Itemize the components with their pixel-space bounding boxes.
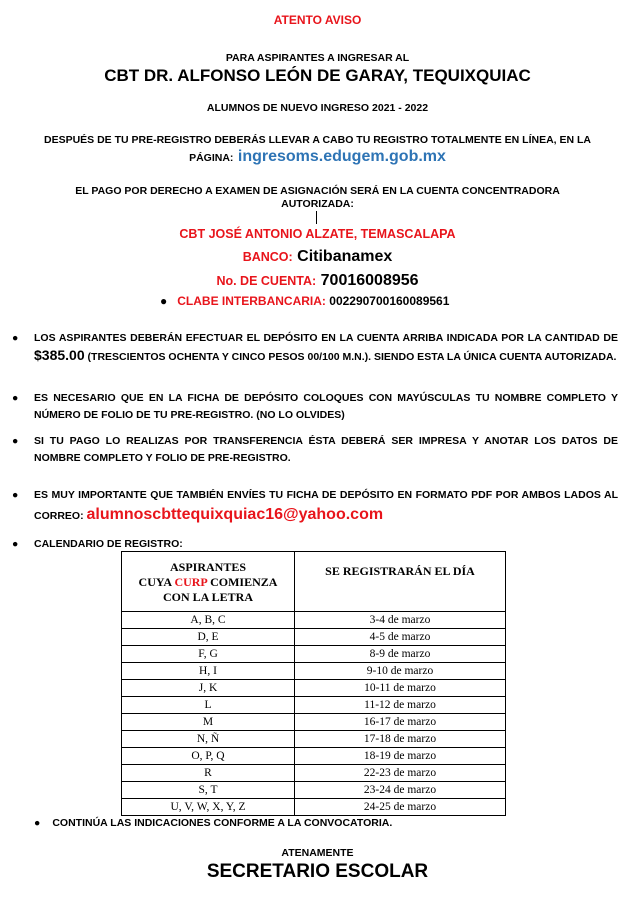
cell-dates: 24-25 de marzo xyxy=(295,799,506,816)
email-text: ES MUY IMPORTANTE QUE TAMBIÉN ENVÍES TU FICHA DE DEPÓSITO EN FORMATO PDF POR AMBOS LADOS AL CORREO: xyxy=(34,489,618,522)
cell-dates: 3-4 de marzo xyxy=(295,612,506,629)
table-header-letters xyxy=(122,552,295,612)
bullet-icon: ● xyxy=(12,489,19,501)
registration-page xyxy=(0,148,635,166)
account-label: No. DE CUENTA: xyxy=(216,274,317,288)
bullet-icon: ● xyxy=(12,435,19,447)
payment-line1: EL PAGO POR DERECHO A EXAMEN DE ASIGNACIÓN SERÁ EN LA CUENTA CONCENTRADORA xyxy=(75,185,560,197)
calendar-label: CALENDARIO DE REGISTRO: xyxy=(34,538,183,550)
cell-letters: R xyxy=(122,765,295,782)
cell-letters: F, G xyxy=(122,646,295,663)
cell-letters: L xyxy=(122,697,295,714)
cell-dates: 22-23 de marzo xyxy=(295,765,506,782)
cell-letters: S, T xyxy=(122,782,295,799)
cell-dates: 9-10 de marzo xyxy=(295,663,506,680)
cell-letters: N, Ñ xyxy=(122,731,295,748)
table-row xyxy=(122,731,506,748)
deposit-text-b: (TRESCIENTOS OCHENTA Y CINCO PESOS 00/100 M.N.). SIENDO ESTA LA ÚNICA CUENTA AUTORIZADA. xyxy=(87,351,617,363)
instruction-transfer xyxy=(12,433,618,467)
account-line xyxy=(0,272,635,290)
table-row xyxy=(122,646,506,663)
bullet-icon: ● xyxy=(12,392,19,404)
clabe-line xyxy=(160,294,449,308)
curp-label: CURP xyxy=(174,575,208,589)
payment-line2: AUTORIZADA: xyxy=(281,198,354,210)
signature: SECRETARIO ESCOLAR xyxy=(206,861,429,882)
bullet-icon: ● xyxy=(34,817,41,829)
cell-letters: U, V, W, X, Y, Z xyxy=(122,799,295,816)
cell-dates: 16-17 de marzo xyxy=(295,714,506,731)
page-label: PÁGINA: xyxy=(189,152,234,164)
table-row xyxy=(122,612,506,629)
registration-line: DESPUÉS DE TU PRE-REGISTRO DEBERÁS LLEVAR A CABO TU REGISTRO TOTALMENTE EN LÍNEA, EN LA xyxy=(43,134,591,146)
table-row xyxy=(122,748,506,765)
cell-dates: 8-9 de marzo xyxy=(295,646,506,663)
instruction-slip xyxy=(12,390,618,424)
email-link[interactable]: alumnoscbttequixquiac16@yahoo.com xyxy=(86,506,384,523)
notice-title: ATENTO AVISO xyxy=(273,13,362,27)
bullet-icon: ● xyxy=(12,332,19,344)
cell-dates: 17-18 de marzo xyxy=(295,731,506,748)
bank-label: BANCO: xyxy=(242,250,293,264)
registration-calendar-table xyxy=(121,551,506,816)
instruction-continue xyxy=(34,817,392,829)
table-row xyxy=(122,663,506,680)
bank-line xyxy=(0,248,635,266)
school-name: CBT DR. ALFONSO LEÓN DE GARAY, TEQUIXQUIAC xyxy=(104,66,531,85)
cursor-mark xyxy=(316,211,317,224)
account-number: 70016008956 xyxy=(320,272,419,289)
deposit-amount: $385.00 xyxy=(34,347,85,363)
bank-name: Citibanamex xyxy=(297,248,393,265)
table-row xyxy=(122,799,506,816)
clabe-number: 002290700160089561 xyxy=(329,294,450,308)
registration-url-link[interactable]: ingresoms.edugem.gob.mx xyxy=(237,148,446,165)
transfer-text: SI TU PAGO LO REALIZAS POR TRANSFERENCIA ÉSTA DEBERÁ SER IMPRESA Y ANOTAR LOS DATOS DE NOMBRE COMPLETO Y FOLIO DE PRE-REGISTRO. xyxy=(34,435,618,464)
cell-dates: 11-12 de marzo xyxy=(295,697,506,714)
cell-letters: A, B, C xyxy=(122,612,295,629)
instruction-email xyxy=(12,486,618,526)
closing: ATENAMENTE xyxy=(281,847,354,859)
bullet-icon: ● xyxy=(12,538,19,550)
cell-dates: 10-11 de marzo xyxy=(295,680,506,697)
bullet-icon: ● xyxy=(160,294,168,308)
table-row xyxy=(122,782,506,799)
table-header-dates: SE REGISTRARÁN EL DÍA xyxy=(295,552,506,612)
table-row xyxy=(122,629,506,646)
cell-dates: 23-24 de marzo xyxy=(295,782,506,799)
cell-letters: J, K xyxy=(122,680,295,697)
table-row xyxy=(122,765,506,782)
header-letters-line3: CON LA LETRA xyxy=(162,590,254,604)
deposit-text-a: LOS ASPIRANTES DEBERÁN EFECTUAR EL DEPÓSITO EN LA CUENTA ARRIBA INDICADA POR LA CANTIDAD DE xyxy=(34,332,618,344)
cohort: ALUMNOS DE NUEVO INGRESO 2021 - 2022 xyxy=(206,102,429,114)
cell-letters: O, P, Q xyxy=(122,748,295,765)
clabe-label: CLABE INTERBANCARIA: xyxy=(177,294,326,308)
header-letters-line1: ASPIRANTES xyxy=(169,560,247,574)
account-school: CBT JOSÉ ANTONIO ALZATE, TEMASCALAPA xyxy=(179,227,456,241)
instruction-deposit xyxy=(12,330,618,366)
header-letters-line2: CUYA CURP COMIENZA xyxy=(138,575,278,589)
table-row xyxy=(122,680,506,697)
cell-dates: 18-19 de marzo xyxy=(295,748,506,765)
table-row xyxy=(122,697,506,714)
slip-text: ES NECESARIO QUE EN LA FICHA DE DEPÓSITO COLOQUES CON MAYÚSCULAS TU NOMBRE COMPLETO Y NÚMERO DE FOLIO DE TU PRE-REGISTRO. (NO LO OLVIDES) xyxy=(34,392,618,421)
cell-letters: D, E xyxy=(122,629,295,646)
cell-dates: 4-5 de marzo xyxy=(295,629,506,646)
cell-letters: M xyxy=(122,714,295,731)
table-row xyxy=(122,714,506,731)
continue-text: CONTINÚA LAS INDICACIONES CONFORME A LA CONVOCATORIA. xyxy=(52,817,393,829)
subtitle: PARA ASPIRANTES A INGRESAR AL xyxy=(225,52,410,64)
cell-letters: H, I xyxy=(122,663,295,680)
